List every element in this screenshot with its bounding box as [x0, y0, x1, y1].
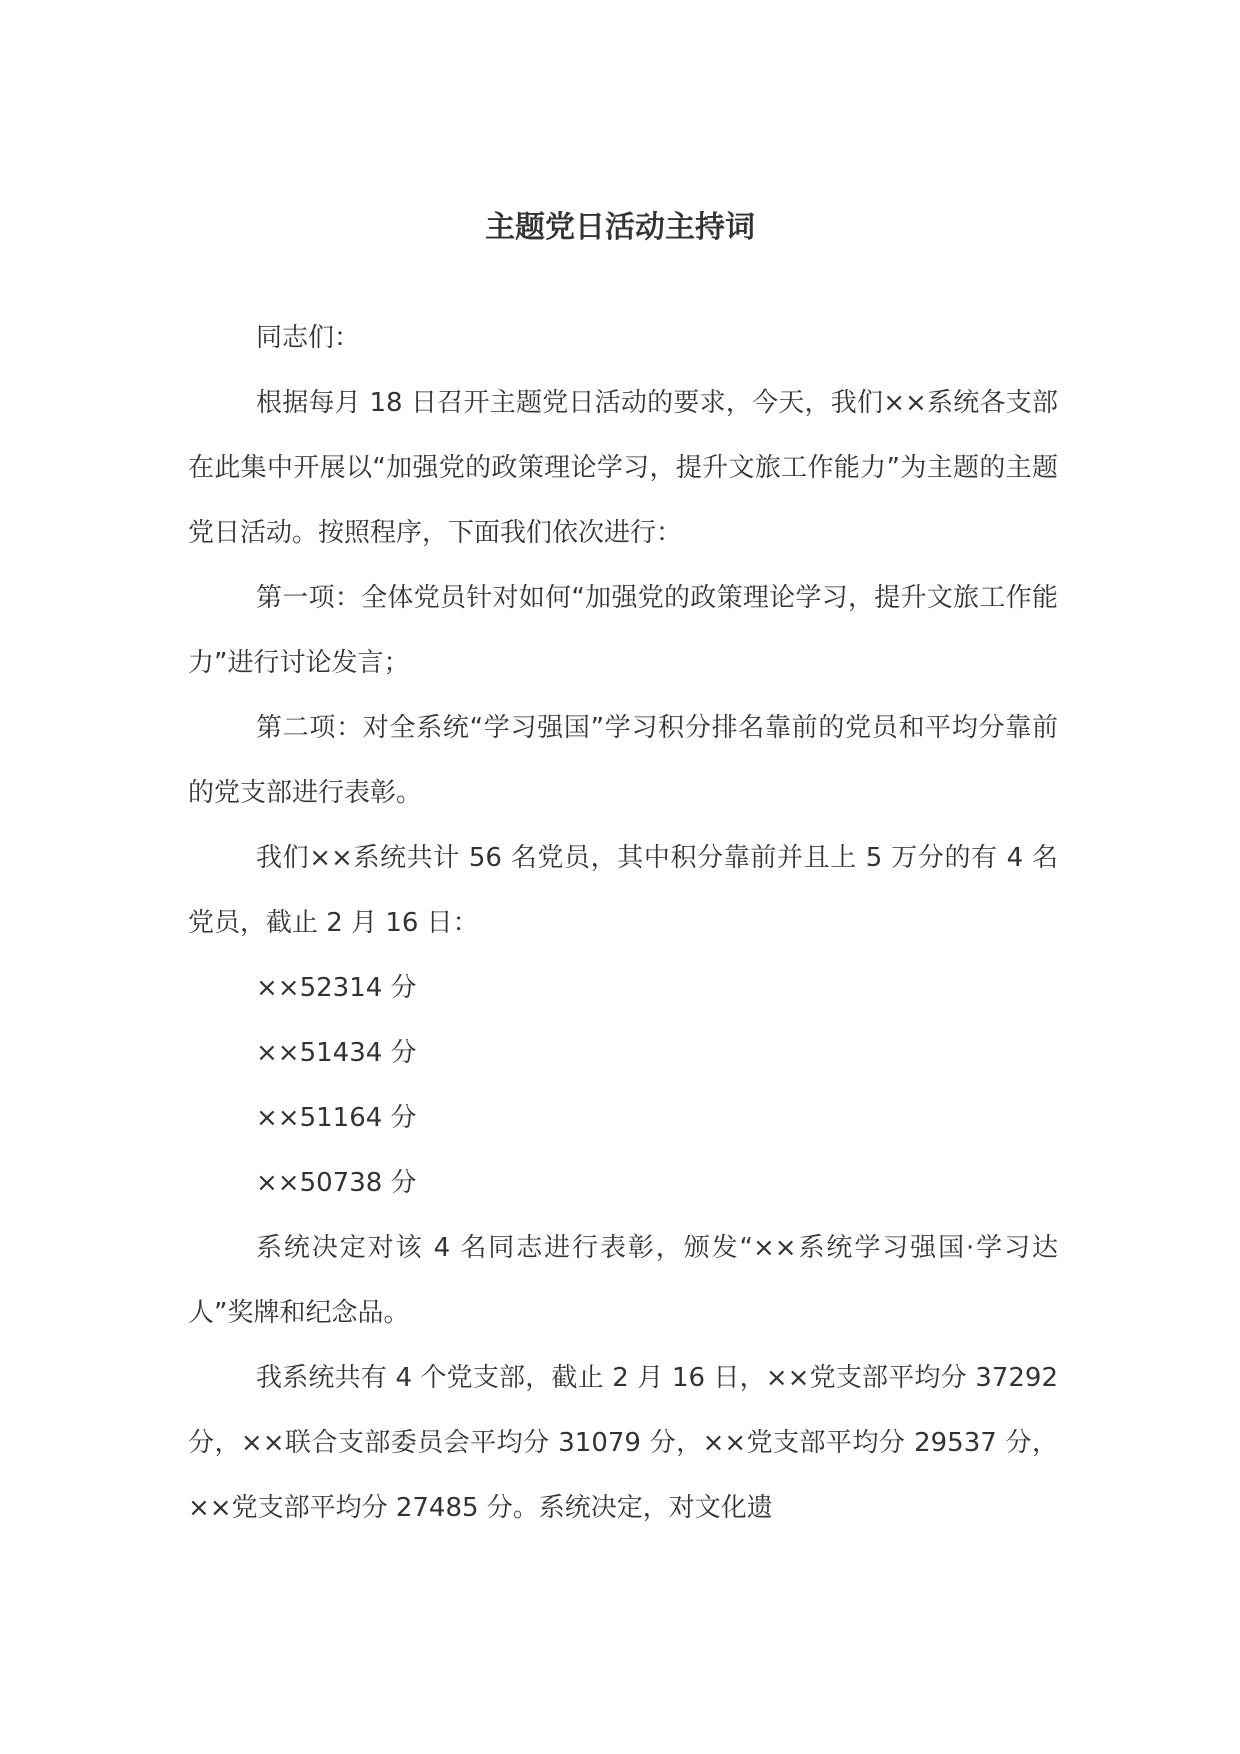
paragraph-greeting: 同志们：: [256, 323, 361, 353]
paragraph-intro: 根据每月 18 日召开主题党日活动的要求，今天，我们××系统各支部在此集中开展以“加强党的政策理论学习，提升文旅工作能力”为主题的主题党日活动。按照程序，下面我们依次进行：: [188, 388, 1058, 548]
paragraph-item-one: 第一项：全体党员针对如何“加强党的政策理论学习，提升文旅工作能力”进行讨论发言；: [188, 583, 1058, 678]
document-body: [188, 306, 1058, 1541]
paragraph-item-two: 第二项：对全系统“学习强国”学习积分排名靠前的党员和平均分靠前的党支部进行表彰。: [188, 713, 1058, 808]
score-line: ××51164 分: [256, 1103, 417, 1133]
paragraph-award: 系统决定对该 4 名同志进行表彰，颁发“××系统学习强国·学习达人”奖牌和纪念品。: [188, 1233, 1058, 1328]
score-line: ××51434 分: [256, 1038, 417, 1068]
document-title: 主题党日活动主持词: [485, 210, 755, 245]
paragraph-member-count: 我们××系统共计 56 名党员，其中积分靠前并且上 5 万分的有 4 名党员，截止 2 月 16 日：: [188, 843, 1058, 938]
paragraph-branches: 我系统共有 4 个党支部，截止 2 月 16 日，××党支部平均分 37292 分，××联合支部委员会平均分 31079 分，××党支部平均分 29537 分，××党支部平均分 27485 分。系统决定，对文化遗: [188, 1363, 1058, 1523]
score-line: ××50738 分: [256, 1168, 417, 1198]
score-line: ××52314 分: [256, 973, 417, 1003]
